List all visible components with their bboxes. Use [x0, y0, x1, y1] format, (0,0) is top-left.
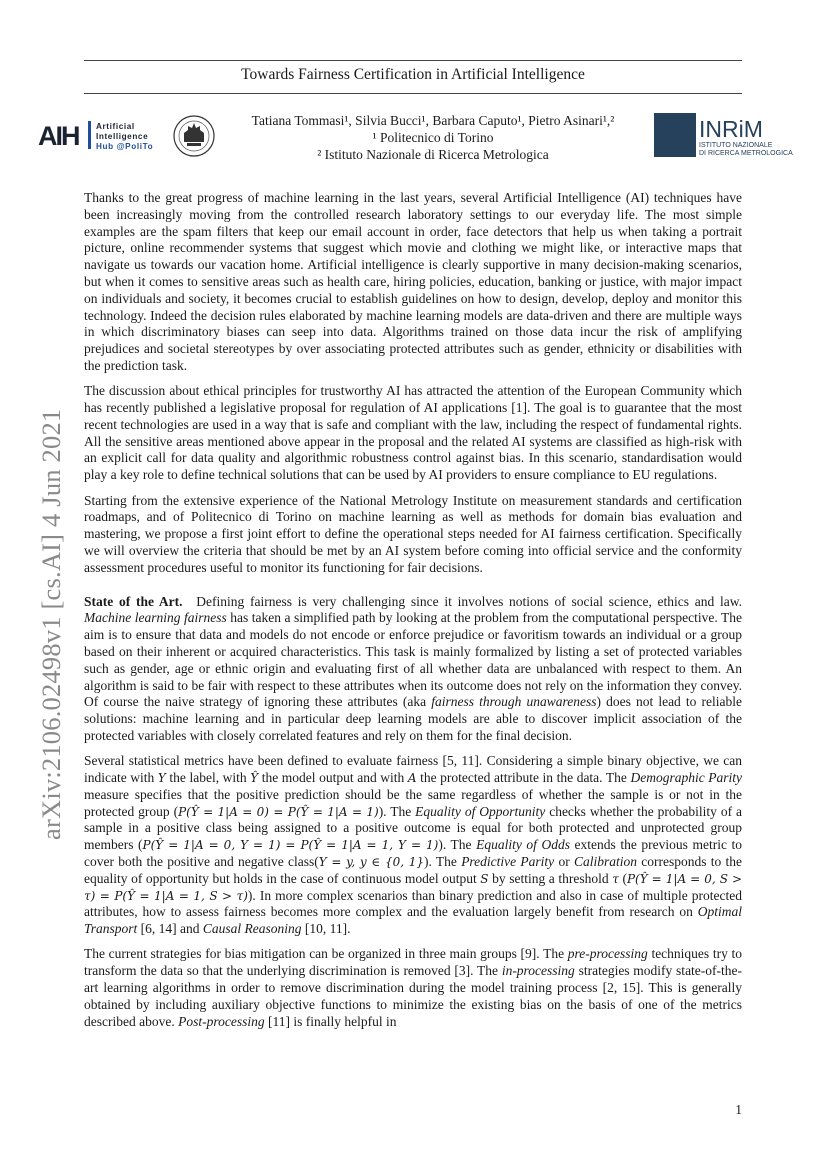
- text: the label, with: [169, 770, 247, 785]
- text: [10, 11].: [304, 921, 351, 937]
- term-optimal-transport: Optimal Transport: [84, 904, 743, 937]
- inrim-line-2: DI RICERCA METROLOGICA: [699, 150, 793, 157]
- math-y: Y: [157, 771, 166, 785]
- term-demographic-parity: Demographic Parity: [630, 770, 743, 785]
- text: the model output and with: [261, 770, 405, 785]
- math-equality-of-odds: Y = y, y ∈ {0, 1}: [318, 854, 425, 869]
- paragraph-intro: Thanks to the great progress of machine learning in the last years, several Artificial Intelligence (AI) techniques have been increasingly moving from the controlled research laboratory settings to our everyday life. The most simple examples are the spam filters that keep our email account in order, face detectors that help us when taking a portrait picture, online recommender systems that suggest which movie and clothing we might like, or interactive maps that navigate us towards our vacation home. Artificial intelligence is clearly supportive in many decision-making scenarios, but when it comes to sensitive areas such as health care, hiring policies, education, banking or justice, with major impact on individuals and society, it becomes crucial to establish guidelines on how to design, develop, deploy and monitor this technology. Indeed the decision rules elaborated by machine learning models are data-driven and there are multiple ways in which discriminatory biases can seep into data. Algorithms trained on those data incur the risk of amplifying prejudices and societal stereotypes by over associating protected attributes such as gender, ethnicity or disabilities with the prediction task.: [84, 190, 742, 373]
- ai-hub-line-3: Hub @PoliTo: [96, 142, 154, 151]
- text: corresponds to the equality of opportunity but holds in the case of continuous model output: [84, 853, 743, 886]
- text: or: [558, 853, 570, 869]
- inrim-logo: [654, 113, 794, 159]
- affiliation-1: ¹ Politecnico di Torino: [372, 130, 494, 145]
- text: techniques try to transform the data so that the underlying discrimination is removed [3]. The: [84, 946, 743, 979]
- arxiv-stamp: arXiv:2106.02498v1 [cs.AI] 4 Jun 2021: [36, 408, 66, 840]
- text: ). The: [378, 803, 412, 819]
- term-causal-reasoning: Causal Reasoning: [202, 921, 302, 937]
- paragraph-state-of-the-art: [84, 594, 742, 745]
- inrim-block: [654, 113, 696, 157]
- paper-body: [84, 190, 742, 1039]
- term-equality-of-opportunity: Equality of Opportunity: [415, 803, 546, 819]
- section-heading-state-of-the-art: State of the Art.: [84, 593, 183, 609]
- math-s: S: [480, 871, 489, 886]
- inrim-name: INRiM: [699, 116, 763, 142]
- term-calibration: Calibration: [573, 853, 637, 869]
- paragraph-bias-mitigation: [84, 946, 742, 1030]
- running-title: Towards Fairness Certification in Artificial Intelligence: [241, 66, 585, 83]
- text: (: [622, 870, 627, 886]
- term-ml-fairness: Machine learning fairness: [84, 610, 227, 626]
- politecnico-seal-icon: [172, 114, 216, 158]
- text: [6, 14] and: [140, 921, 200, 937]
- ai-hub-mark: AIH: [38, 121, 79, 151]
- math-yhat: Ŷ: [250, 771, 259, 785]
- term-pre-processing: pre-processing: [567, 946, 648, 962]
- term-predictive-parity: Predictive Parity: [461, 853, 555, 869]
- paragraph-fairness-metrics: [84, 753, 742, 938]
- text: Several statistical metrics have been defined to evaluate fairness [5, 11]. Considering a simple binary objective, we can indicate with: [84, 753, 742, 785]
- page-number: 1: [735, 1102, 742, 1117]
- term-fairness-unawareness: fairness through unawareness: [431, 694, 597, 710]
- term-in-processing: in-processing: [501, 963, 575, 979]
- ai-hub-logo: [38, 117, 168, 153]
- ai-hub-line-2: Intelligence: [96, 132, 149, 141]
- text: checks whether the probability of a sample in a positive class being assigned to a positive outcome is equal for both protected and unprotected group members (: [84, 803, 743, 853]
- author-names: Tatiana Tommasi¹, Silvia Bucci¹, Barbara Caputo¹, Pietro Asinari¹,²: [251, 113, 615, 128]
- text: [11] is finally helpful in: [267, 1013, 397, 1029]
- text: by setting a threshold: [492, 870, 609, 886]
- affiliation-2: ² Istituto Nazionale di Ricerca Metrologica: [317, 147, 549, 162]
- text: Defining fairness is very challenging since it involves notions of social science, ethics and law.: [196, 593, 742, 609]
- paragraph-eu-regulation: The discussion about ethical principles for trustworthy AI has attracted the attention of the European Community which has recently published a legislative proposal for regulation of AI applications [1]. The goal is to guarantee that the most recent technologies are used in a way that is safe and compliant with the law, including the respect of fundamental rights. All the sensitive areas mentioned above appear in the proposal and the related AI systems are classified as high-risk with an explicit call for data quality and algorithmic robustness control against bias. In this scenario, standardisation would play a key role to define technical solutions that can be used by AI providers to ensure compliance to EU regulations.: [84, 383, 742, 483]
- text: ) does not lead to reliable solutions: machine learning and in particular deep learning models are able to discover implicit association of the protected variables with closely correlated features and rely on them for the final decision.: [84, 694, 743, 743]
- ai-hub-accent: [88, 121, 91, 149]
- ai-hub-line-1: Artificial: [96, 122, 135, 131]
- term-equality-of-odds: Equality of Odds: [476, 837, 570, 853]
- text: has taken a simplified path by looking at the problem from the computational perspective. The aim is to ensure that data and models do not encode or enforce prejudice or favoritism towards an individual or a group based on their inherent or acquired characteristics. This task is mainly formalized by listing a set of protected variables such as gender, age or ethnic origin and evaluating first of all whether data are unbalanced with respect to them. An algorithm is said to be fair with respect to these attributes when its outcome does not rely on the information they convey. Of course the naive strategy of ignoring these attributes (aka: [84, 610, 743, 710]
- text: extends the previous metric to cover both the positive and negative class(: [84, 837, 742, 869]
- math-equality-of-opportunity: P(Ŷ = 1|A = 0, Y = 1) = P(Ŷ = 1|A = 1, Y = 1): [142, 838, 439, 853]
- text: The current strategies for bias mitigation can be organized in three main groups [9]. The: [84, 946, 565, 962]
- text: strategies modify state-of-the-art learning algorithms in order to remove discrimination during the model training process [2, 15]. This is generally obtained by including auxiliary objective functions to minimize the existing bias on the basis of one of the metrics described above.: [84, 963, 743, 1029]
- math-predictive-parity: P(Ŷ = 1|A = 0, S > τ) = P(Ŷ = 1|A = 1, S > τ): [84, 871, 743, 903]
- text: the protected attribute in the data. The: [420, 770, 627, 785]
- paragraph-joint-effort: Starting from the extensive experience of the National Metrology Institute on measurement standards and certification roadmaps, and of Politecnico di Torino on machine learning as well as methods for domain bias evaluation and mastering, we propose a first joint effort to define the operational steps needed for AI fairness certification. Specifically we will overview the criteria that should be met by an AI system before coming into official service and the conformity assessment procedures useful to monitor its functioning for fair decisions.: [84, 492, 742, 575]
- header-bottom-rule: [84, 93, 742, 94]
- text: ). The: [438, 837, 472, 853]
- math-demographic-parity: P(Ŷ = 1|A = 0) = P(Ŷ = 1|A = 1): [178, 804, 379, 819]
- math-a: A: [407, 771, 417, 785]
- term-post-processing: Post-processing: [178, 1013, 265, 1029]
- text: ). In more complex scenarios than binary prediction and also in case of multiple protected attributes, how to assess fairness becomes more complex and the evaluation largely benefit from research on: [84, 887, 742, 920]
- text: measure specifies that the positive prediction should be the same regardless of whether the sample is or not in the protected group (: [84, 786, 742, 819]
- inrim-line-1: ISTITUTO NAZIONALE: [699, 142, 773, 149]
- text: ). The: [424, 853, 457, 869]
- math-tau: τ: [612, 871, 619, 886]
- header-top-rule: [84, 60, 742, 61]
- author-block: [232, 112, 634, 163]
